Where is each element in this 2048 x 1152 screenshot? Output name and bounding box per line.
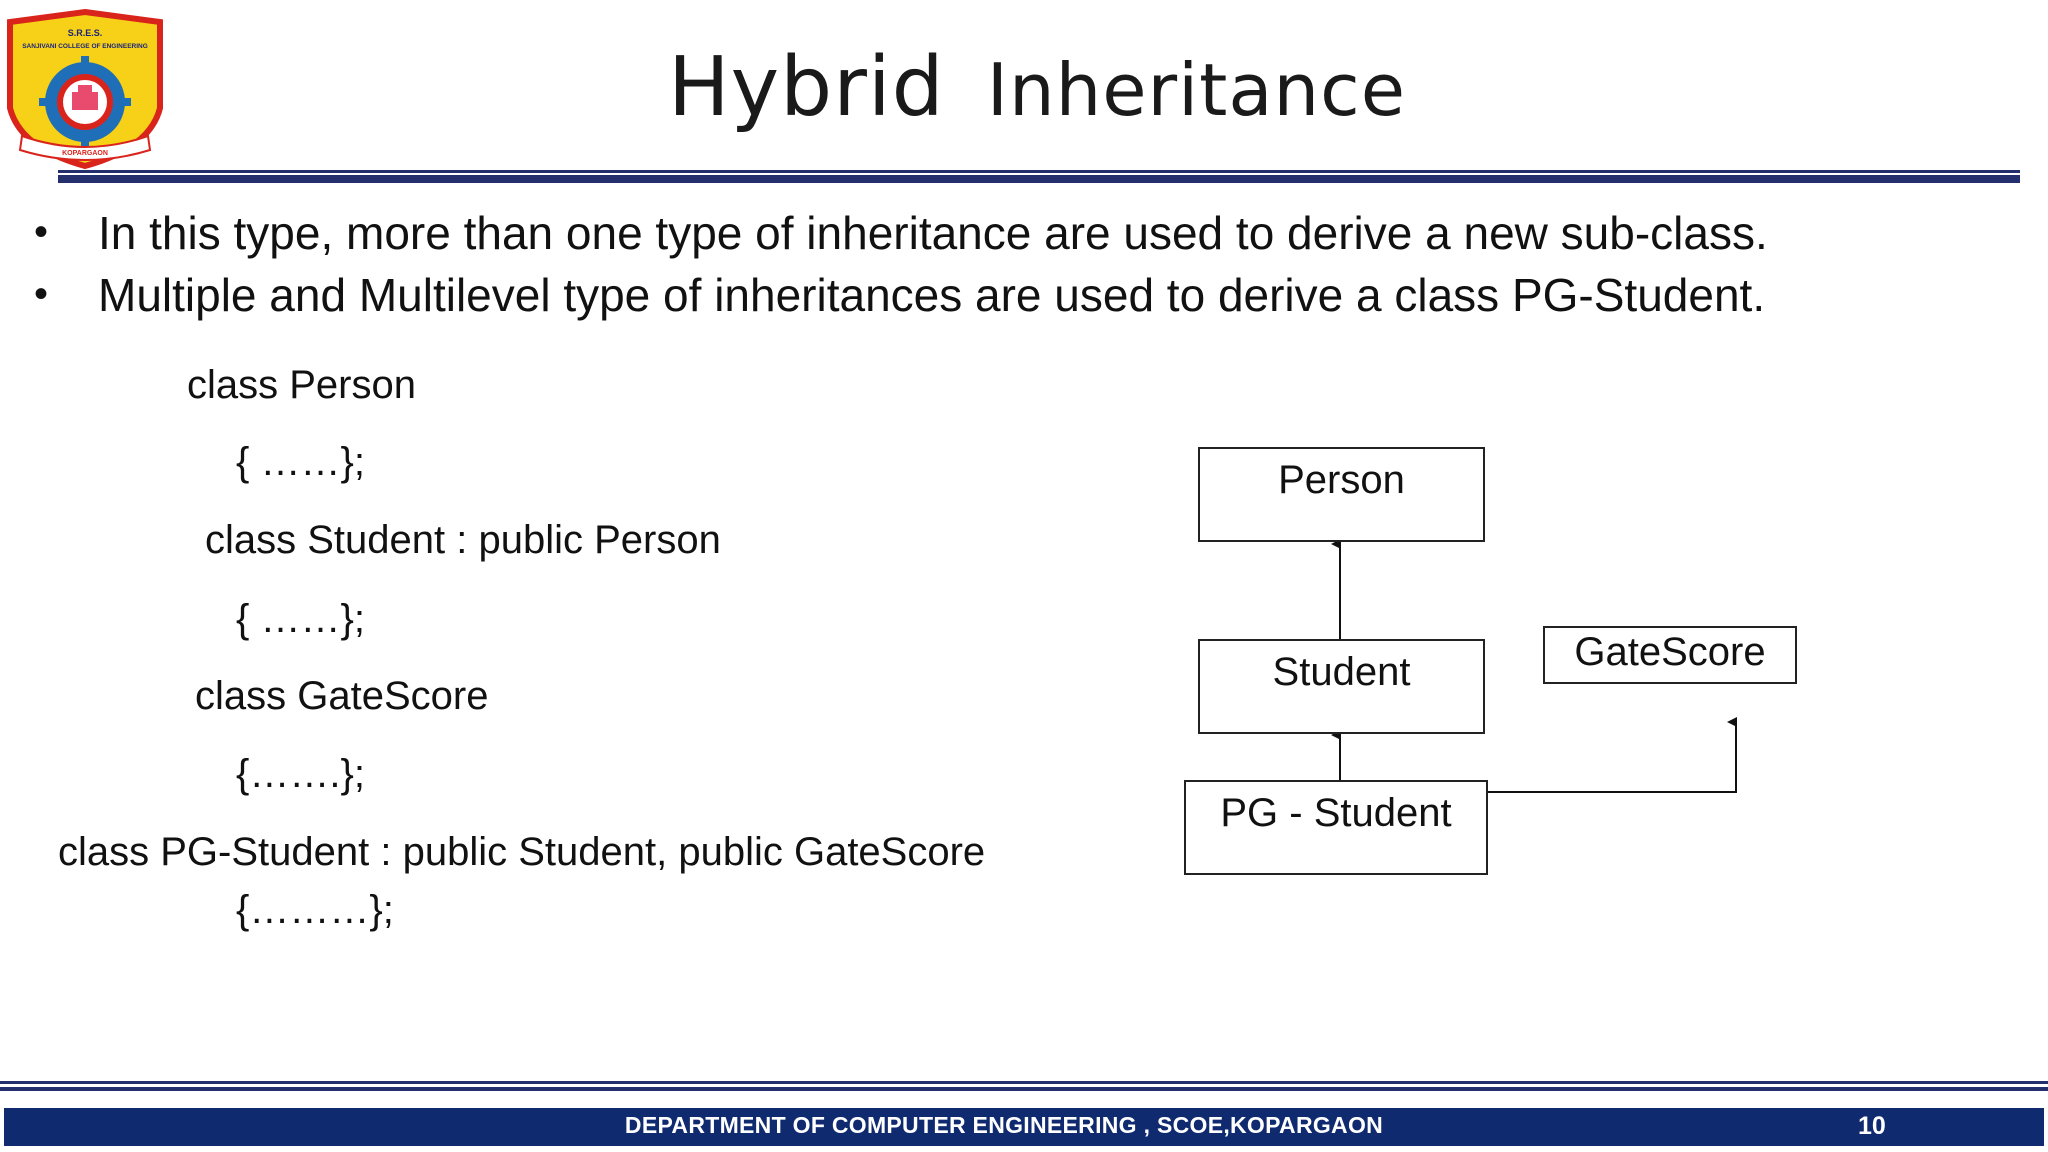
bullet-dot: • [34,210,49,254]
diagram-box-student: Student [1198,639,1485,734]
title-word-hybrid: Hybrid [667,40,945,135]
diagram-box-pg-student: PG - Student [1184,780,1488,875]
code-line-class-student: class Student : public Person [205,518,721,562]
footer-rule-top [0,1081,2048,1084]
bullet-text-1: In this type, more than one type of inheritance are used to derive a new sub-class. [98,207,1768,259]
arrow-pg-to-gatescore [1488,722,1736,792]
bullet-text-2: Multiple and Multilevel type of inheritances are used to derive a class PG-Student. [98,269,1766,321]
diagram-box-gatescore: GateScore [1543,626,1797,684]
page-number: 10 [1858,1112,1886,1140]
code-line-body-person: { ……}; [236,440,365,484]
code-line-body-gatescore: {…….}; [236,752,365,796]
code-line-body-student: { ……}; [236,597,365,641]
footer-department: DEPARTMENT OF COMPUTER ENGINEERING , SCOE,KOPARGAON [624,1112,1384,1138]
bullet-dot: • [34,272,49,316]
title-word-inheritance: Inheritance [986,48,1407,132]
code-line-class-gatescore: class GateScore [195,674,489,718]
footer-rule-bottom [0,1087,2048,1091]
code-line-class-pg-student: class PG-Student : public Student, public GateScore [58,830,986,874]
svg-text:S.R.E.S.: S.R.E.S. [67,28,103,38]
code-line-body-pg-student: {………}; [236,888,394,932]
svg-text:SANJIVANI COLLEGE OF ENGINEERI: SANJIVANI COLLEGE OF ENGINEERING [22,43,148,50]
diagram-box-person: Person [1198,447,1485,542]
code-line-class-person: class Person [187,363,416,407]
svg-text:KOPARGAON: KOPARGAON [62,150,108,157]
